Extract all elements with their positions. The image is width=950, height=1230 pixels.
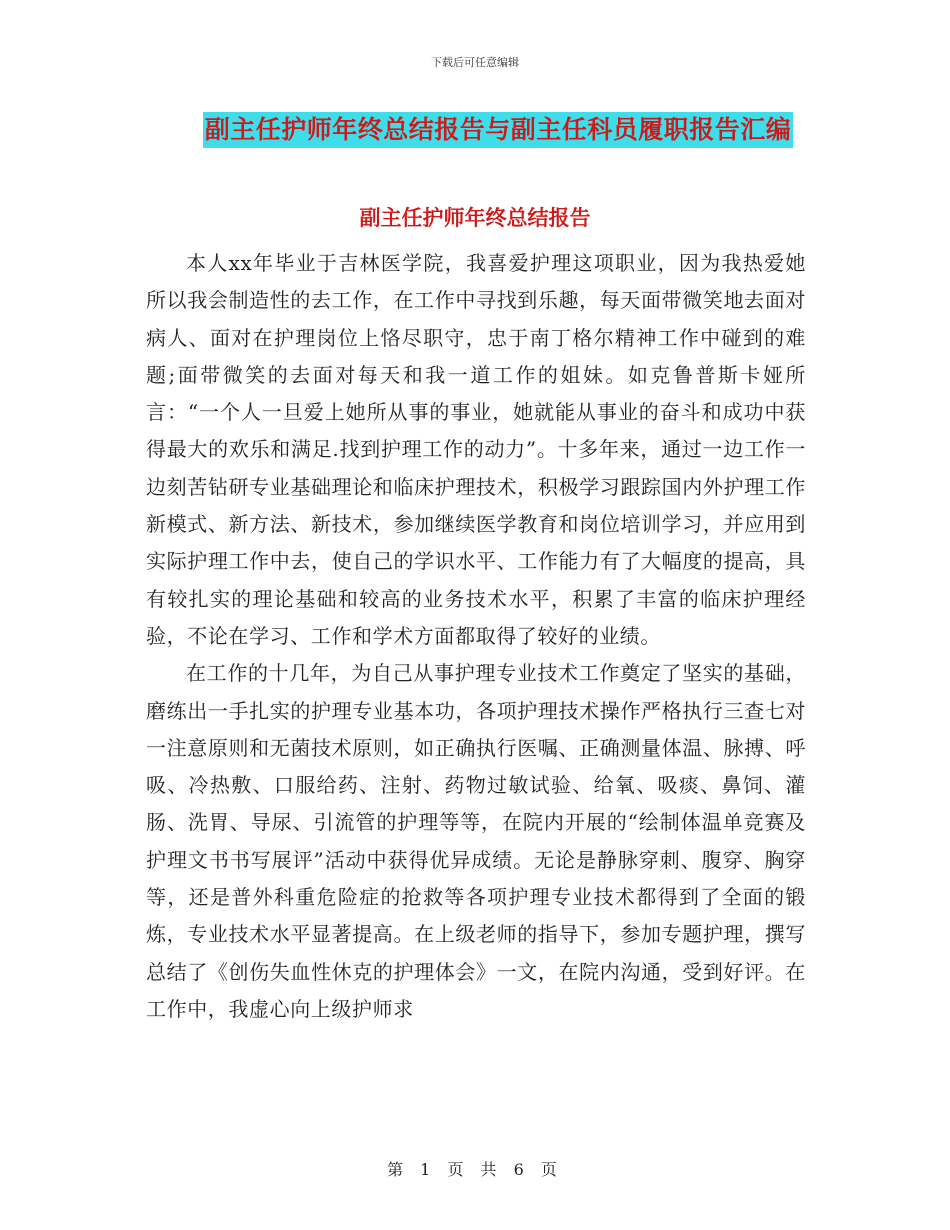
paragraph-1: 本人xx年毕业于吉林医学院，我喜爱护理这项职业，因为我热爱她所以我会制造性的去工作，在工作中寻找到乐趣，每天面带微笑地去面对病人、面对在护理岗位上恪尽职守，忠于南丁格尔精神工作中碰到的难题;面带微笑的去面对每天和我一道工作的姐妹。如克鲁普斯卡娅所言：“一个人一旦爱上她所从事的事业，她就能从事业的奋斗和成功中获得最大的欢乐和满足.找到护理工作的动力”。十多年来，通过一边工作一边刻苦钻研专业基础理论和临床护理技术，积极学习跟踪国内外护理工作新模式、新方法、新技术，参加继续医学教育和岗位培训学习，并应用到实际护理工作中去，使自己的学识水平、工作能力有了大幅度的提高，具有较扎实的理论基础和较高的业务技术水平，积累了丰富的临床护理经验，不论在学习、工作和学术方面都取得了较好的业绩。 — [146, 251, 806, 648]
section-title: 副主任护师年终总结报告 — [359, 206, 591, 230]
document-title: 副主任护师年终总结报告与副主任科员履职报告汇编 — [203, 112, 794, 148]
page-number: 第 1 页 共 6 页 — [387, 1160, 563, 1179]
header-note: 下载后可任意编辑 — [431, 56, 519, 69]
paragraph-2: 在工作的十几年，为自己从事护理专业技术工作奠定了坚实的基础，磨练出一手扎实的护理专业基本功，各项护理技术操作严格执行三查七对一注意原则和无菌技术原则，如正确执行医嘱、正确测量体温、脉搏、呼吸、冷热敷、口服给药、注射、药物过敏试验、给氧、吸痰、鼻饲、灌肠、洗胃、导尿、引流管的护理等等，在院内开展的“绘制体温单竞赛及护理文书书写展评”活动中获得优异成绩。无论是静脉穿刺、腹穿、胸穿等，还是普外科重危险症的抢救等各项护理专业技术都得到了全面的锻炼，专业技术水平显著提高。在上级老师的指导下，参加专题护理，撰写总结了《创伤失血性休克的护理体会》一文，在院内沟通，受到好评。在工作中，我虚心向上级护师求 — [146, 661, 806, 1021]
document-body — [146, 245, 806, 1028]
document-title-wrap — [0, 112, 950, 148]
